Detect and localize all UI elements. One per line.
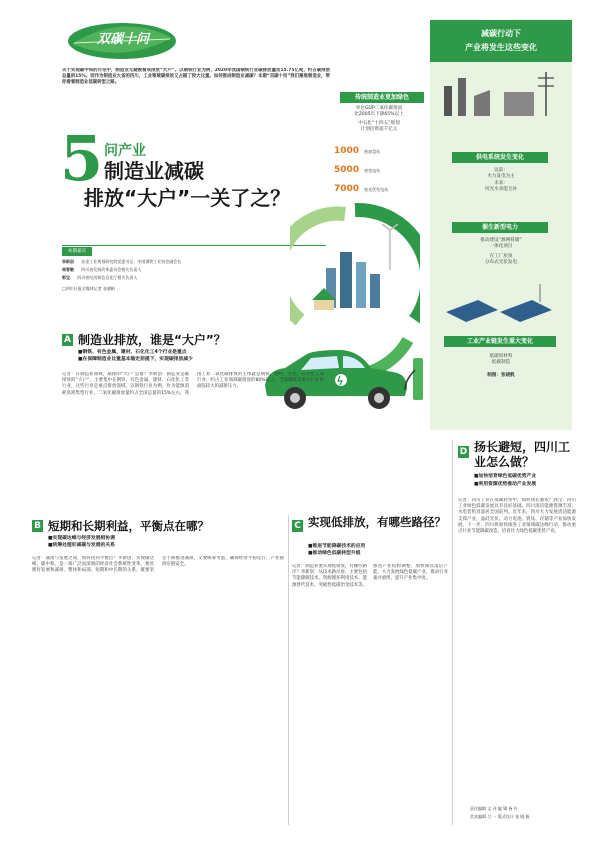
guest-row-3 [62,275,326,281]
guests-box [62,245,326,294]
stat-number: 5000 [334,164,360,175]
stat-number: 7000 [334,183,360,194]
section-b-bullet-1: ■实现碳达峰与经济发展相协调 [48,536,115,541]
box4-content [436,354,566,379]
section-c-body [292,564,448,824]
section-d-letter: D [459,447,468,457]
stat-row-1 [334,138,424,157]
box3-line1: 推动建设“源网荷储” [480,238,522,243]
intro-paragraph: 关于实现碳中和的讨论中，制造业无疑被看成排放“大户”。以钢铁行业为例，2020年我国钢铁行业碳排放量达15.75亿吨，约占碳排放总量的15%。而作为制造业大省的四川，工业领域碳排放又占据了较大比重。如何推进制造业减碳？本期“双碳十问”我们聚焦制造业，带你看看制造业低碳转型之路。 [62,68,330,86]
section-d-bullet-1: ■加快培育绿色低碳优势产业 [474,474,537,479]
box2-content [436,168,566,194]
stat-row-3 [334,176,424,195]
box3-line3: 在工厂屋顶 [489,253,513,259]
box3-label: 催生新型电力 [452,222,548,233]
box4-label: 工业产业链发生重大变化 [444,336,556,347]
box3-content [436,238,566,267]
box1-label: 传统制造业更加绿色 [340,92,424,103]
guest-desc: 四川省经济和信息化厅相关负责人 [77,275,138,280]
box1-line1: 单位GDP二氧化碳排放 [355,106,403,111]
stat-text: 座加氢站 [364,148,381,154]
section-b-letter: B [32,520,43,532]
section-d-title: 扬长避短，四川工业怎么做？ [474,440,571,469]
stat-row-2 [334,157,424,176]
section-c-bullet-2: ■推动绿色低碳转型升级 [308,551,361,556]
column-divider [288,515,289,825]
box3-line2: 一体化项目 [489,244,513,250]
section-a-text: 记者：在制造业领域，减排的“大户”是谁？李新创：制造业是碳排放的“大户”，主要集中在钢铁、有色金属、建材、石化化工等行业，这些行业是重点排放领域。以钢铁行业为例，作为能源消耗高密集型行业，二氧化碳排放量约占全国总量的15%左右。我国工业二氧化碳排放的主体就是钢铁、建材、有色、石化化工等行业，约占工业领域碳排放的80%以上。当前钢铁等重点行业仍面临较大的减排压力。 [62,372,324,396]
box2-line3: 未来： [494,180,508,186]
banner-line2: 产业将发生这些变化 [465,43,537,52]
right-banner [430,20,572,62]
box2-line4: 风光水多能互补 [484,187,518,193]
section-c-bullet-1: ■推进节能降碳技术的应用 [308,544,366,549]
section-c-title: 实现低排放，有哪些路径？ [308,515,446,529]
section-c-text: 记者：制造业要实现低排放，有哪些路径？李新创：从技术路径看，主要包括节能降碳技术、资源循环利用技术、能源替代技术、突破性低碳冶金技术等。推进产业结构调整，加快淘汰落后产能，大力发展绿色低碳产业，推动行业兼并重组，提升产业集中度。 [292,564,448,588]
guest-name: 周智敏 [62,267,74,272]
section-b-bullet-2: ■统筹处理好减碳与发展的关系 [48,543,115,548]
logo-text: 双碳十问 [96,32,149,47]
section-c-letter: C [292,520,303,532]
section-d-text: 记者：四川工业在低碳转型中，如何扬长避短？郭宝：四川工业绿色低碳发展具有良好基础。四川清洁能源资源丰富，水电装机容量居全国前列。近年来，四川大力发展清洁能源支撑产业，晶硅光伏、动力电池、钒钛、存储等产业加快发展。下一步，四川将加快推进工业领域碳达峰行动，推动重点行业节能降碳改造，培育壮大绿色低碳优势产业。 [458,498,576,535]
guest-name: 郭宝 [62,275,70,280]
box2-line2: 火力发电为主 [487,174,515,180]
reporter-byline: □四川日报全媒体记者 张晓帆 [62,286,116,291]
box4-line3: 制图：张晓帆 [487,372,515,378]
section-d-body [458,498,576,790]
stat-text: 座光伏发电站 [364,186,389,192]
section-d-bullet-2: ■利用资源优势推动产业发展 [474,482,537,487]
box2-label: 供电系统发生变化 [452,152,548,163]
section-a-title: 制造业排放，谁是“大户”？ [78,333,226,347]
section-b-body [32,556,284,824]
headline-line1: 制造业减碳 [104,159,204,183]
box4-line2: 低碳制造 [491,360,511,366]
right-panel [334,20,572,430]
box3-line4: 分布式光伏发电 [484,260,518,266]
section-b-title: 短期和长期利益，平衡点在哪？ [48,519,209,533]
guest-row-1 [62,259,326,265]
guests-label: 本期嘉宾 [62,247,92,256]
column-divider [452,440,453,825]
stat-text: 座充电站 [364,167,381,173]
guest-desc: 冶金工业规划研究院党委书记、中国钢铁工业协会副会长 [81,259,182,264]
factory-icon [434,66,568,116]
section-a-letter: A [62,334,73,346]
box1-line4: 计划投资超千亿元 [360,127,398,133]
headline-line2: 排放“大户”一关了之？ [84,186,291,210]
stat-number: 1000 [334,145,360,156]
section-a-bullet-2: ■在保障制造业比重基本稳定前提下，实现碳排放减少 [78,357,193,362]
box1-content [334,106,424,200]
section-a-bullet-1: ■钢铁、有色金属、建材、石化化工4个行业是重点 [78,350,187,355]
box4-line1: 低碳原材料 [489,354,513,359]
banner-line1: 减碳行动下 [481,29,521,38]
footer-line-2: 美术编辑 吕 一 版式设计 张 晓 帆 [470,814,530,819]
guest-desc: 四川省发展改革委员会相关负责人 [81,267,142,272]
solar-panel-icon [440,282,562,324]
section-a-body [62,372,324,494]
footer-line-1: 责任编辑 文 刊 编 辑 杨 丹 [470,806,518,811]
headline-number: 5 [60,122,104,195]
guest-row-2 [62,267,326,273]
masthead-logo [64,18,180,64]
headline-prefix: 问产业 [104,143,146,159]
box2-line1: 以前： [494,168,508,173]
section-b-text: 记者：减排与发展之间，如何找到平衡点？李新创：实现碳达峰、碳中和，是一场广泛而深刻的经济社会系统性变革。要处理好发展和减排、整体和局部、短期和中长期的关系，既要坚定不移推进减排，又要统筹考虑，确保经济平稳运行、产业链供应链安全。 [32,556,284,574]
box1-line2: 比2005年下降65%以上 [354,112,404,118]
box1-line3: 中石化“十四五”规划 [358,120,400,126]
guest-name: 李新创 [62,259,74,264]
